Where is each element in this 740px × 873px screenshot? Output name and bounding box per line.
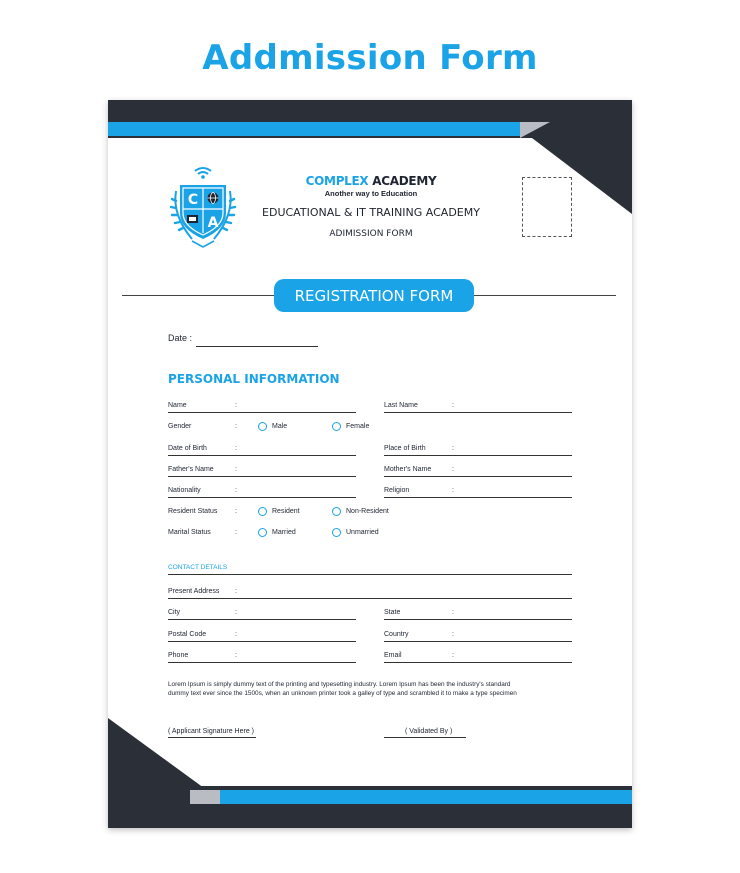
unmarried-radio[interactable] [332,528,341,537]
date-field[interactable] [196,346,318,347]
photo-box[interactable] [522,177,572,237]
dob-label: Date of Birth [168,445,207,452]
male-radio[interactable] [258,422,267,431]
email-field[interactable] [384,662,572,663]
colon: : [235,508,237,515]
female-radio[interactable] [332,422,341,431]
pob-field[interactable] [384,455,572,456]
logo-letter-c: C [187,192,199,208]
mother-name-label: Mother's Name [384,466,432,473]
bottom-accent-bar [220,790,632,804]
colon: : [235,423,237,430]
resident-radio[interactable] [258,507,267,516]
colon: : [452,487,454,494]
name-label: Name [168,402,187,409]
marital-status-label: Marital Status [168,529,211,536]
female-label: Female [346,423,370,430]
city-field[interactable] [168,619,356,620]
non-resident-label: Non-Resident [346,508,389,515]
page-title: Addmission Form [202,38,538,78]
colon: : [235,529,237,536]
validated-by-label: ( Validated By ) [405,728,453,735]
colon: : [452,631,454,638]
top-grey-stripe [520,122,550,138]
married-radio[interactable] [258,528,267,537]
bottom-grey-stripe [190,790,220,804]
academy-tagline: Another way to Education [324,189,418,198]
dob-field[interactable] [168,455,356,456]
phone-field[interactable] [168,662,356,663]
colon: : [452,652,454,659]
present-address-label: Present Address [168,588,220,595]
colon: : [235,445,237,452]
pob-label: Place of Birth [384,445,426,452]
personal-info-title: PERSONAL INFORMATION [168,372,340,386]
father-name-field[interactable] [168,476,356,477]
country-field[interactable] [384,641,572,642]
disclaimer-text [168,680,568,698]
academy-subtitle: EDUCATIONAL & IT TRAINING ACADEMY [262,206,480,219]
contact-details-title: CONTACT DETAILS [168,564,228,571]
logo-letter-a: A [207,215,219,231]
academy-logo-icon [168,163,238,249]
colon: : [235,466,237,473]
applicant-signature-label: ( Applicant Signature Here ) [168,728,254,735]
contact-divider [168,574,572,575]
colon: : [235,487,237,494]
colon: : [235,652,237,659]
country-label: Country [384,631,409,638]
nationality-field[interactable] [168,497,356,498]
colon: : [452,445,454,452]
academy-name-part1: COMPLEX [305,174,369,188]
academy-name [248,174,494,188]
postal-code-label: Postal Code [168,631,207,638]
disclaimer-line-1: Lorem Ipsum is simply dummy text of the printing and typesetting industry. Lorem Ipsum has been the industry's standard [168,681,511,688]
academy-header [248,174,494,239]
resident-label: Resident [272,508,300,515]
mother-name-field[interactable] [384,476,572,477]
religion-field[interactable] [384,497,572,498]
registration-title: REGISTRATION FORM [274,279,474,312]
form-sheet [108,100,632,828]
admission-form-label: ADIMISSION FORM [329,229,413,239]
applicant-signature-field[interactable] [168,737,256,738]
gender-label: Gender [168,423,192,430]
non-resident-radio[interactable] [332,507,341,516]
colon: : [452,466,454,473]
religion-label: Religion [384,487,410,494]
disclaimer-line-2: dummy text ever since the 1500s, when an unknown printer took a galley of type and scrambled it to make a type specimen [168,690,517,697]
postal-code-field[interactable] [168,641,356,642]
colon: : [452,402,454,409]
father-name-label: Father's Name [168,466,214,473]
academy-name-part2: ACADEMY [372,174,437,188]
colon: : [235,402,237,409]
phone-label: Phone [168,652,189,659]
colon: : [452,609,454,616]
married-label: Married [272,529,296,536]
nationality-label: Nationality [168,487,201,494]
last-name-label: Last Name [384,402,418,409]
state-field[interactable] [384,619,572,620]
colon: : [235,588,237,595]
last-name-field[interactable] [384,412,572,413]
unmarried-label: Unmarried [346,529,379,536]
colon: : [235,609,237,616]
date-label: Date : [168,333,193,343]
validated-by-field[interactable] [384,737,466,738]
state-label: State [384,609,401,616]
male-label: Male [272,423,288,430]
present-address-field[interactable] [168,598,572,599]
city-label: City [168,609,181,616]
colon: : [235,631,237,638]
top-accent-bar [108,122,520,136]
resident-status-label: Resident Status [168,508,218,515]
email-label: Email [384,652,402,659]
name-field[interactable] [168,412,356,413]
